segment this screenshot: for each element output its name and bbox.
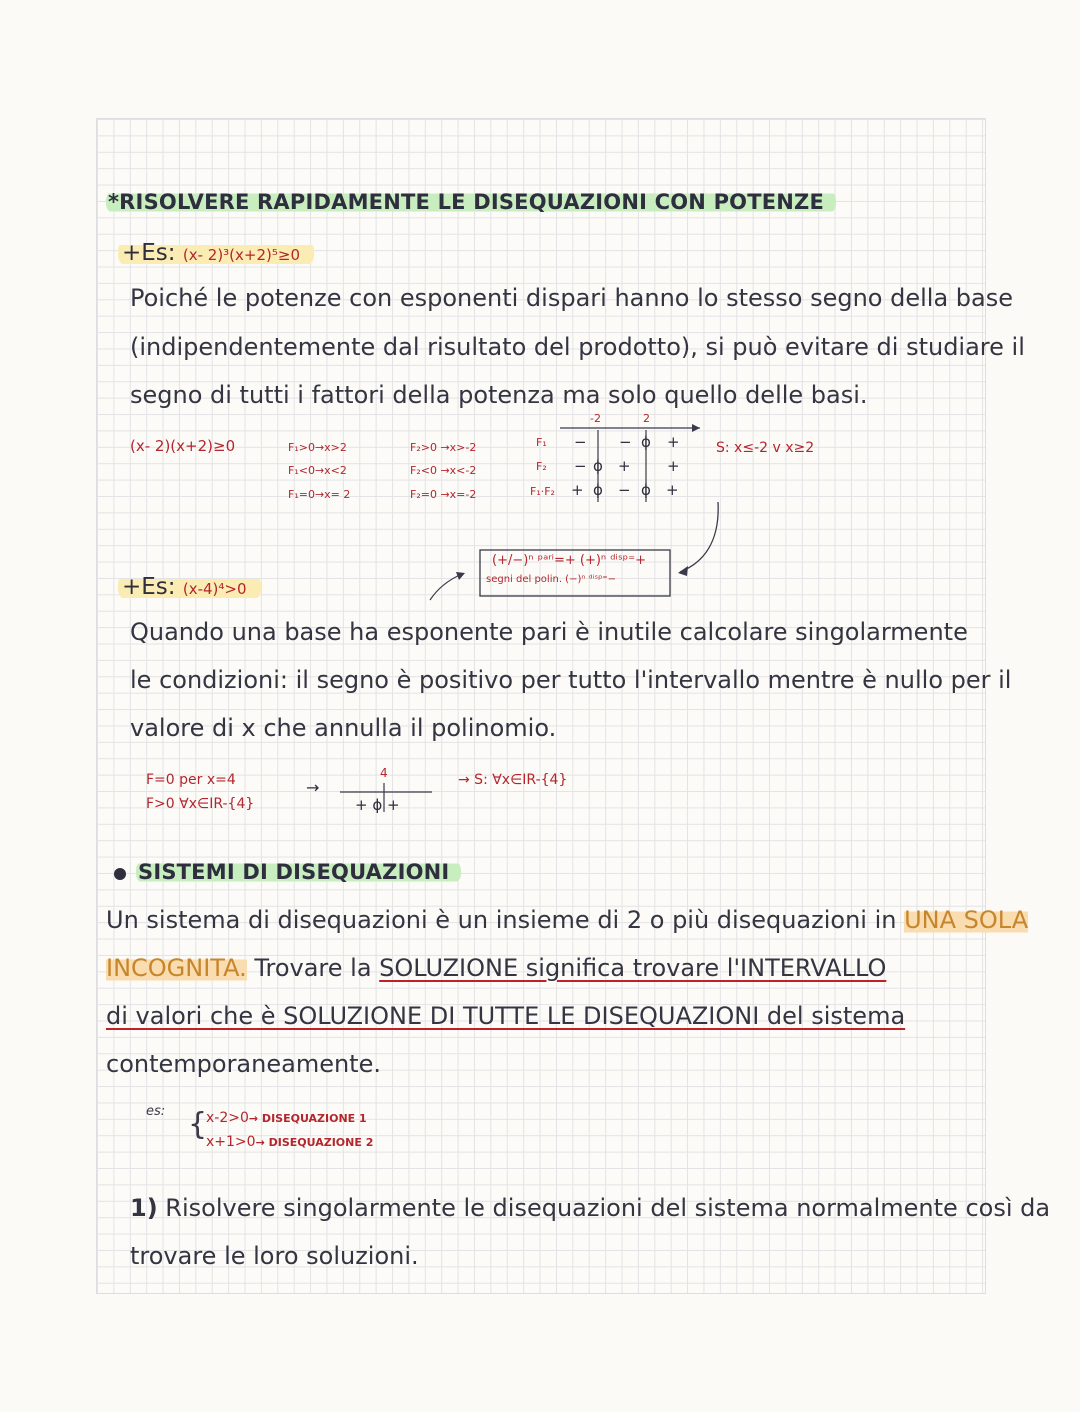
paragraph-line: contemporaneamente. (106, 1050, 381, 1078)
sign: ϕ (593, 457, 603, 475)
row-label: F₁ (536, 436, 547, 449)
sign: ϕ (641, 481, 651, 499)
example-label: +Es: (122, 574, 176, 600)
example-label: es: (146, 1104, 166, 1119)
axis-tick: 2 (643, 412, 650, 425)
f1-condition: F₁=0→x= 2 (288, 488, 351, 501)
f2-condition: F₂>0 →x>-2 (410, 441, 477, 454)
paragraph-line: Un sistema di disequazioni è un insieme di 2 o più disequazioni in UNA SOLA (106, 906, 1029, 934)
example-expression: (x- 2)³(x+2)⁵≥0 (182, 246, 300, 264)
axis-tick: -2 (590, 412, 601, 425)
solution-1: S: x≤-2 v x≥2 (716, 440, 815, 456)
note-line-1: (+/−)ⁿ ᵖᵃʳⁱ=+ (+)ⁿ ᵈⁱˢᵖ⁼+ (492, 553, 646, 568)
sign: − (619, 433, 632, 451)
inequality-1: x-2>0→ DISEQUAZIONE 1 (206, 1110, 367, 1126)
sign: + (618, 457, 631, 475)
solution-2: → S: ∀x∈IR-{4} (458, 772, 568, 788)
step-1: 1) Risolvere singolarmente le disequazioni del sistema normalmente così da (130, 1194, 1051, 1222)
note-line-2: segni del polin. (−)ⁿ ᵈⁱˢᵖ⁼− (486, 574, 617, 585)
sign: + (667, 457, 680, 475)
paragraph-line: di valori che è SOLUZIONE DI TUTTE LE DISEQUAZIONI del sistema (106, 1002, 906, 1030)
axis-tick: 4 (380, 766, 388, 780)
paragraph-line: valore di x che annulla il polinomio. (130, 714, 557, 742)
inequality-2: x+1>0→ DISEQUAZIONE 2 (206, 1134, 374, 1150)
row-label: F₂ (536, 460, 547, 473)
sign: − (618, 481, 631, 499)
sign: + (571, 481, 584, 499)
sign: + (666, 481, 679, 499)
paragraph-line: (indipendentemente dal risultato del prodotto), si può evitare di studiare il (130, 333, 1025, 361)
f1-condition: F₁<0→x<2 (288, 464, 347, 477)
sign: + (667, 433, 680, 451)
step-1-cont: trovare le loro soluzioni. (130, 1242, 419, 1270)
sign: ϕ (593, 481, 603, 499)
condition-zero: F=0 per x=4 (146, 772, 236, 788)
paragraph-line: Quando una base ha esponente pari è inutile calcolare singolarmente (130, 618, 968, 646)
f2-condition: F₂=0 →x=-2 (410, 488, 477, 501)
paragraph-line: le condizioni: il segno è positivo per tutto l'intervallo mentre è nullo per il (130, 666, 1012, 694)
condition-positive: F>0 ∀x∈IR-{4} (146, 796, 255, 812)
example-expression: (x-4)⁴>0 (182, 580, 247, 598)
arrow: → (306, 778, 320, 797)
reduced-inequality: (x- 2)(x+2)≥0 (130, 437, 236, 455)
row-label: F₁·F₂ (530, 485, 555, 498)
section-heading-systems: SISTEMI DI DISEQUAZIONI (136, 860, 461, 884)
bullet-icon (114, 868, 126, 880)
system-brace: { (188, 1107, 208, 1142)
section-heading-powers: *RISOLVERE RAPIDAMENTE LE DISEQUAZIONI CON POTENZE (106, 190, 836, 214)
f1-condition: F₁>0→x>2 (288, 441, 347, 454)
example-label: +Es: (122, 240, 176, 266)
f2-condition: F₂<0 →x<-2 (410, 464, 477, 477)
paragraph-line: segno di tutti i fattori della potenza ma solo quello delle basi. (130, 381, 868, 409)
paragraph-line: INCOGNITA. Trovare la SOLUZIONE significa trovare l'INTERVALLO (106, 954, 887, 982)
paragraph-line: Poiché le potenze con esponenti dispari hanno lo stesso segno della base (130, 284, 1013, 312)
sign: − (574, 457, 587, 475)
sign: ϕ (641, 433, 651, 451)
sign-row: + ϕ + (355, 796, 400, 814)
sign: − (574, 433, 587, 451)
